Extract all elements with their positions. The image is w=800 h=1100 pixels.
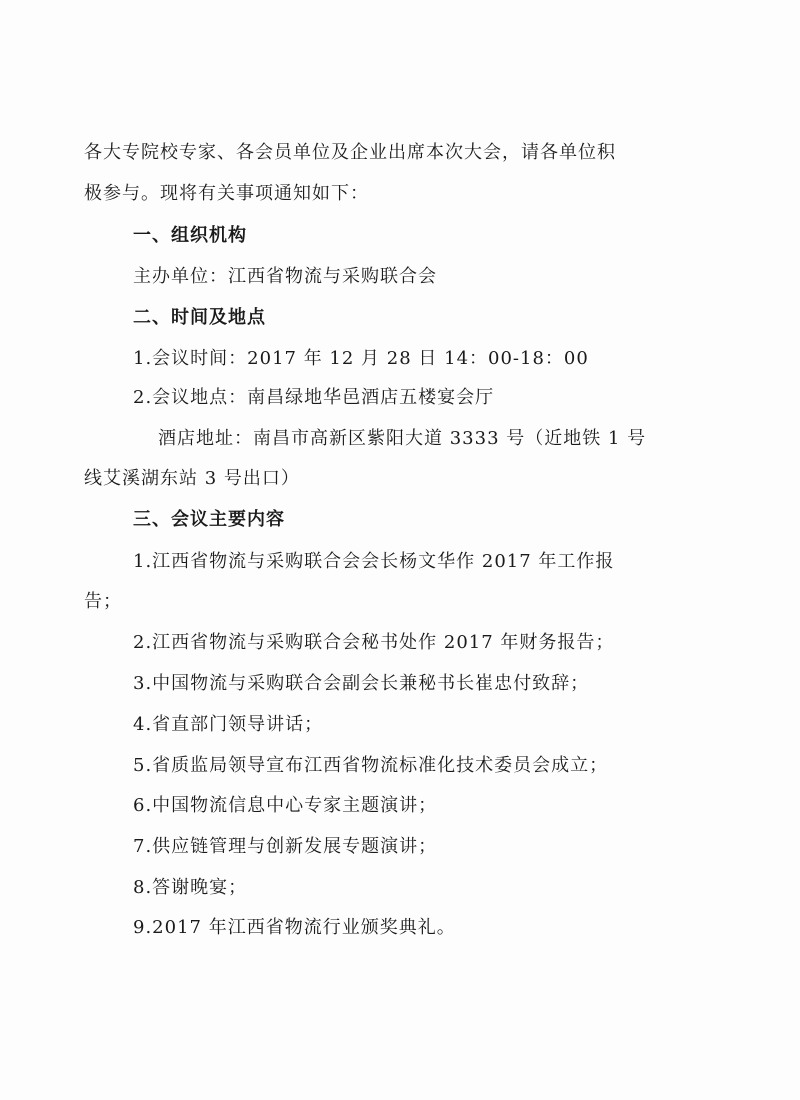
section-heading-time-place: 二、时间及地点: [133, 307, 266, 328]
section-heading-content: 三、会议主要内容: [133, 509, 285, 530]
meeting-venue-line: 2.会议地点：南昌绿地华邑酒店五楼宴会厅: [133, 387, 495, 408]
organizer-line: 主办单位：江西省物流与采购联合会: [133, 266, 437, 287]
content-item-4: 4.省直部门领导讲话；: [133, 714, 324, 735]
content-item-1-line-1: 1.江西省物流与采购联合会会长杨文华作 2017 年工作报: [133, 551, 615, 572]
intro-line-2: 极参与。现将有关事项通知如下：: [84, 183, 369, 204]
hotel-address-line-1: 酒店地址：南昌市高新区紫阳大道 3333 号（近地铁 1 号: [158, 428, 647, 449]
intro-line-1: 各大专院校专家、各会员单位及企业出席本次大会，请各单位积: [84, 142, 616, 163]
content-item-8: 8.答谢晚宴；: [133, 877, 248, 898]
meeting-time-line: 1.会议时间：2017 年 12 月 28 日 14：00-18：00: [133, 348, 589, 369]
content-item-2: 2.江西省物流与采购联合会秘书处作 2017 年财务报告；: [133, 632, 615, 653]
section-heading-organization: 一、组织机构: [133, 225, 247, 246]
content-item-1-line-2: 告；: [84, 591, 122, 612]
hotel-address-line-2: 线艾溪湖东站 3 号出口）: [84, 468, 300, 489]
content-item-9: 9.2017 年江西省物流行业颁奖典礼。: [133, 917, 456, 938]
content-item-7: 7.供应链管理与创新发展专题演讲；: [133, 836, 438, 857]
content-item-6: 6.中国物流信息中心专家主题演讲；: [133, 795, 438, 816]
content-item-3: 3.中国物流与采购联合会副会长兼秘书长崔忠付致辞；: [133, 673, 590, 694]
content-item-5: 5.省质监局领导宣布江西省物流标准化技术委员会成立；: [133, 755, 609, 776]
